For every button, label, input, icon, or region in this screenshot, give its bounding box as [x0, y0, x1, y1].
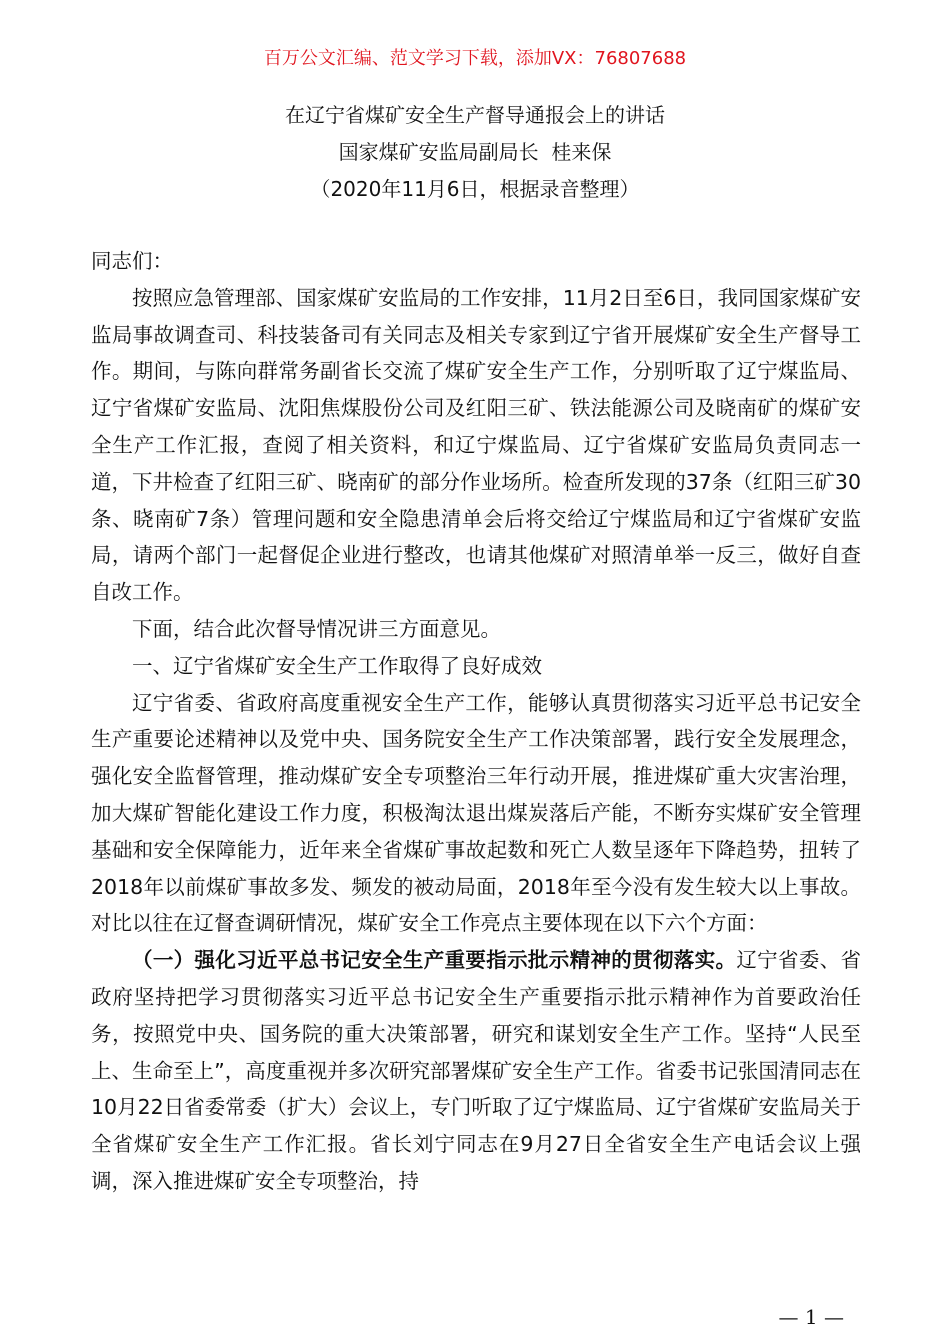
document-title: 在辽宁省煤矿安全生产督导通报会上的讲话 [285, 103, 665, 127]
page-number: — 1 — [778, 1305, 844, 1329]
date-note: （2020年11月6日，根据录音整理） [310, 177, 640, 201]
paragraph-3: 辽宁省委、省政府高度重视安全生产工作，能够认真贯彻落实习近平总书记安全生产重要论述精神以及党中央、国务院安全生产工作决策部署，践行安全发展理念，强化安全监督管理，推动煤矿安全专项整治三年行动开展，推进煤矿重大灾害治理，加大煤矿智能化建设工作力度，积极淘汰退出煤炭落后产能，不断夯实煤矿安全管理基础和安全保障能力，近年来全省煤矿事故起数和死亡人数呈逐年下降趋势，扭转了2018年以前煤矿事故多发、频发的被动局面，2018年至今没有发生较大以上事故。对比以往在辽督查调研情况，煤矿安全工作亮点主要体现在以下六个方面： [91, 690, 861, 936]
salutation: 同志们： [91, 249, 173, 273]
subsection-heading-1: （一）强化习近平总书记安全生产重要指示批示精神的贯彻落实。 [132, 948, 737, 973]
paragraph-2: 下面，结合此次督导情况讲三方面意见。 [132, 616, 501, 641]
paragraph-4-text: 辽宁省委、省政府坚持把学习贯彻落实习近平总书记安全生产重要指示批示精神作为首要政治任务，按照党中央、国务院的重大决策部署，研究和谋划安全生产工作。坚持“人民至上、生命至上”，高度重视并多次研究部署煤矿安全生产工作。省委书记张国清同志在10月22日省委常委（扩大）会议上，专门听取了辽宁煤监局、辽宁省煤矿安监局关于全省煤矿安全生产工作汇报。省长刘宁同志在9月27日全省安全生产电话会议上强调，深入推进煤矿安全专项整治，持 [91, 948, 862, 1193]
title-block [0, 97, 950, 208]
section-heading-1: 一、辽宁省煤矿安全生产工作取得了良好成效 [132, 653, 542, 678]
speaker-line: 国家煤矿安监局副局长 桂来保 [338, 140, 612, 164]
paragraph-4 [91, 942, 861, 1200]
document-body [91, 243, 861, 1200]
header-banner: 百万公文汇编、范文学习下载，添加VX：76807688 [263, 48, 687, 69]
paragraph-1: 按照应急管理部、国家煤矿安监局的工作安排，11月2日至6日，我同国家煤矿安监局事故调查司、科技装备司有关同志及相关专家到辽宁省开展煤矿安全生产督导工作。期间，与陈向群常务副省长交流了煤矿安全生产工作，分别听取了辽宁煤监局、辽宁省煤矿安监局、沈阳焦煤股份公司及红阳三矿、铁法能源公司及晓南矿的煤矿安全生产工作汇报，查阅了相关资料，和辽宁煤监局、辽宁省煤矿安监局负责同志一道，下井检查了红阳三矿、晓南矿的部分作业场所。检查所发现的37条（红阳三矿30条、晓南矿7条）管理问题和安全隐患清单会后将交给辽宁煤监局和辽宁省煤矿安监局，请两个部门一起督促企业进行整改，也请其他煤矿对照清单举一反三，做好自查自改工作。 [91, 285, 861, 605]
